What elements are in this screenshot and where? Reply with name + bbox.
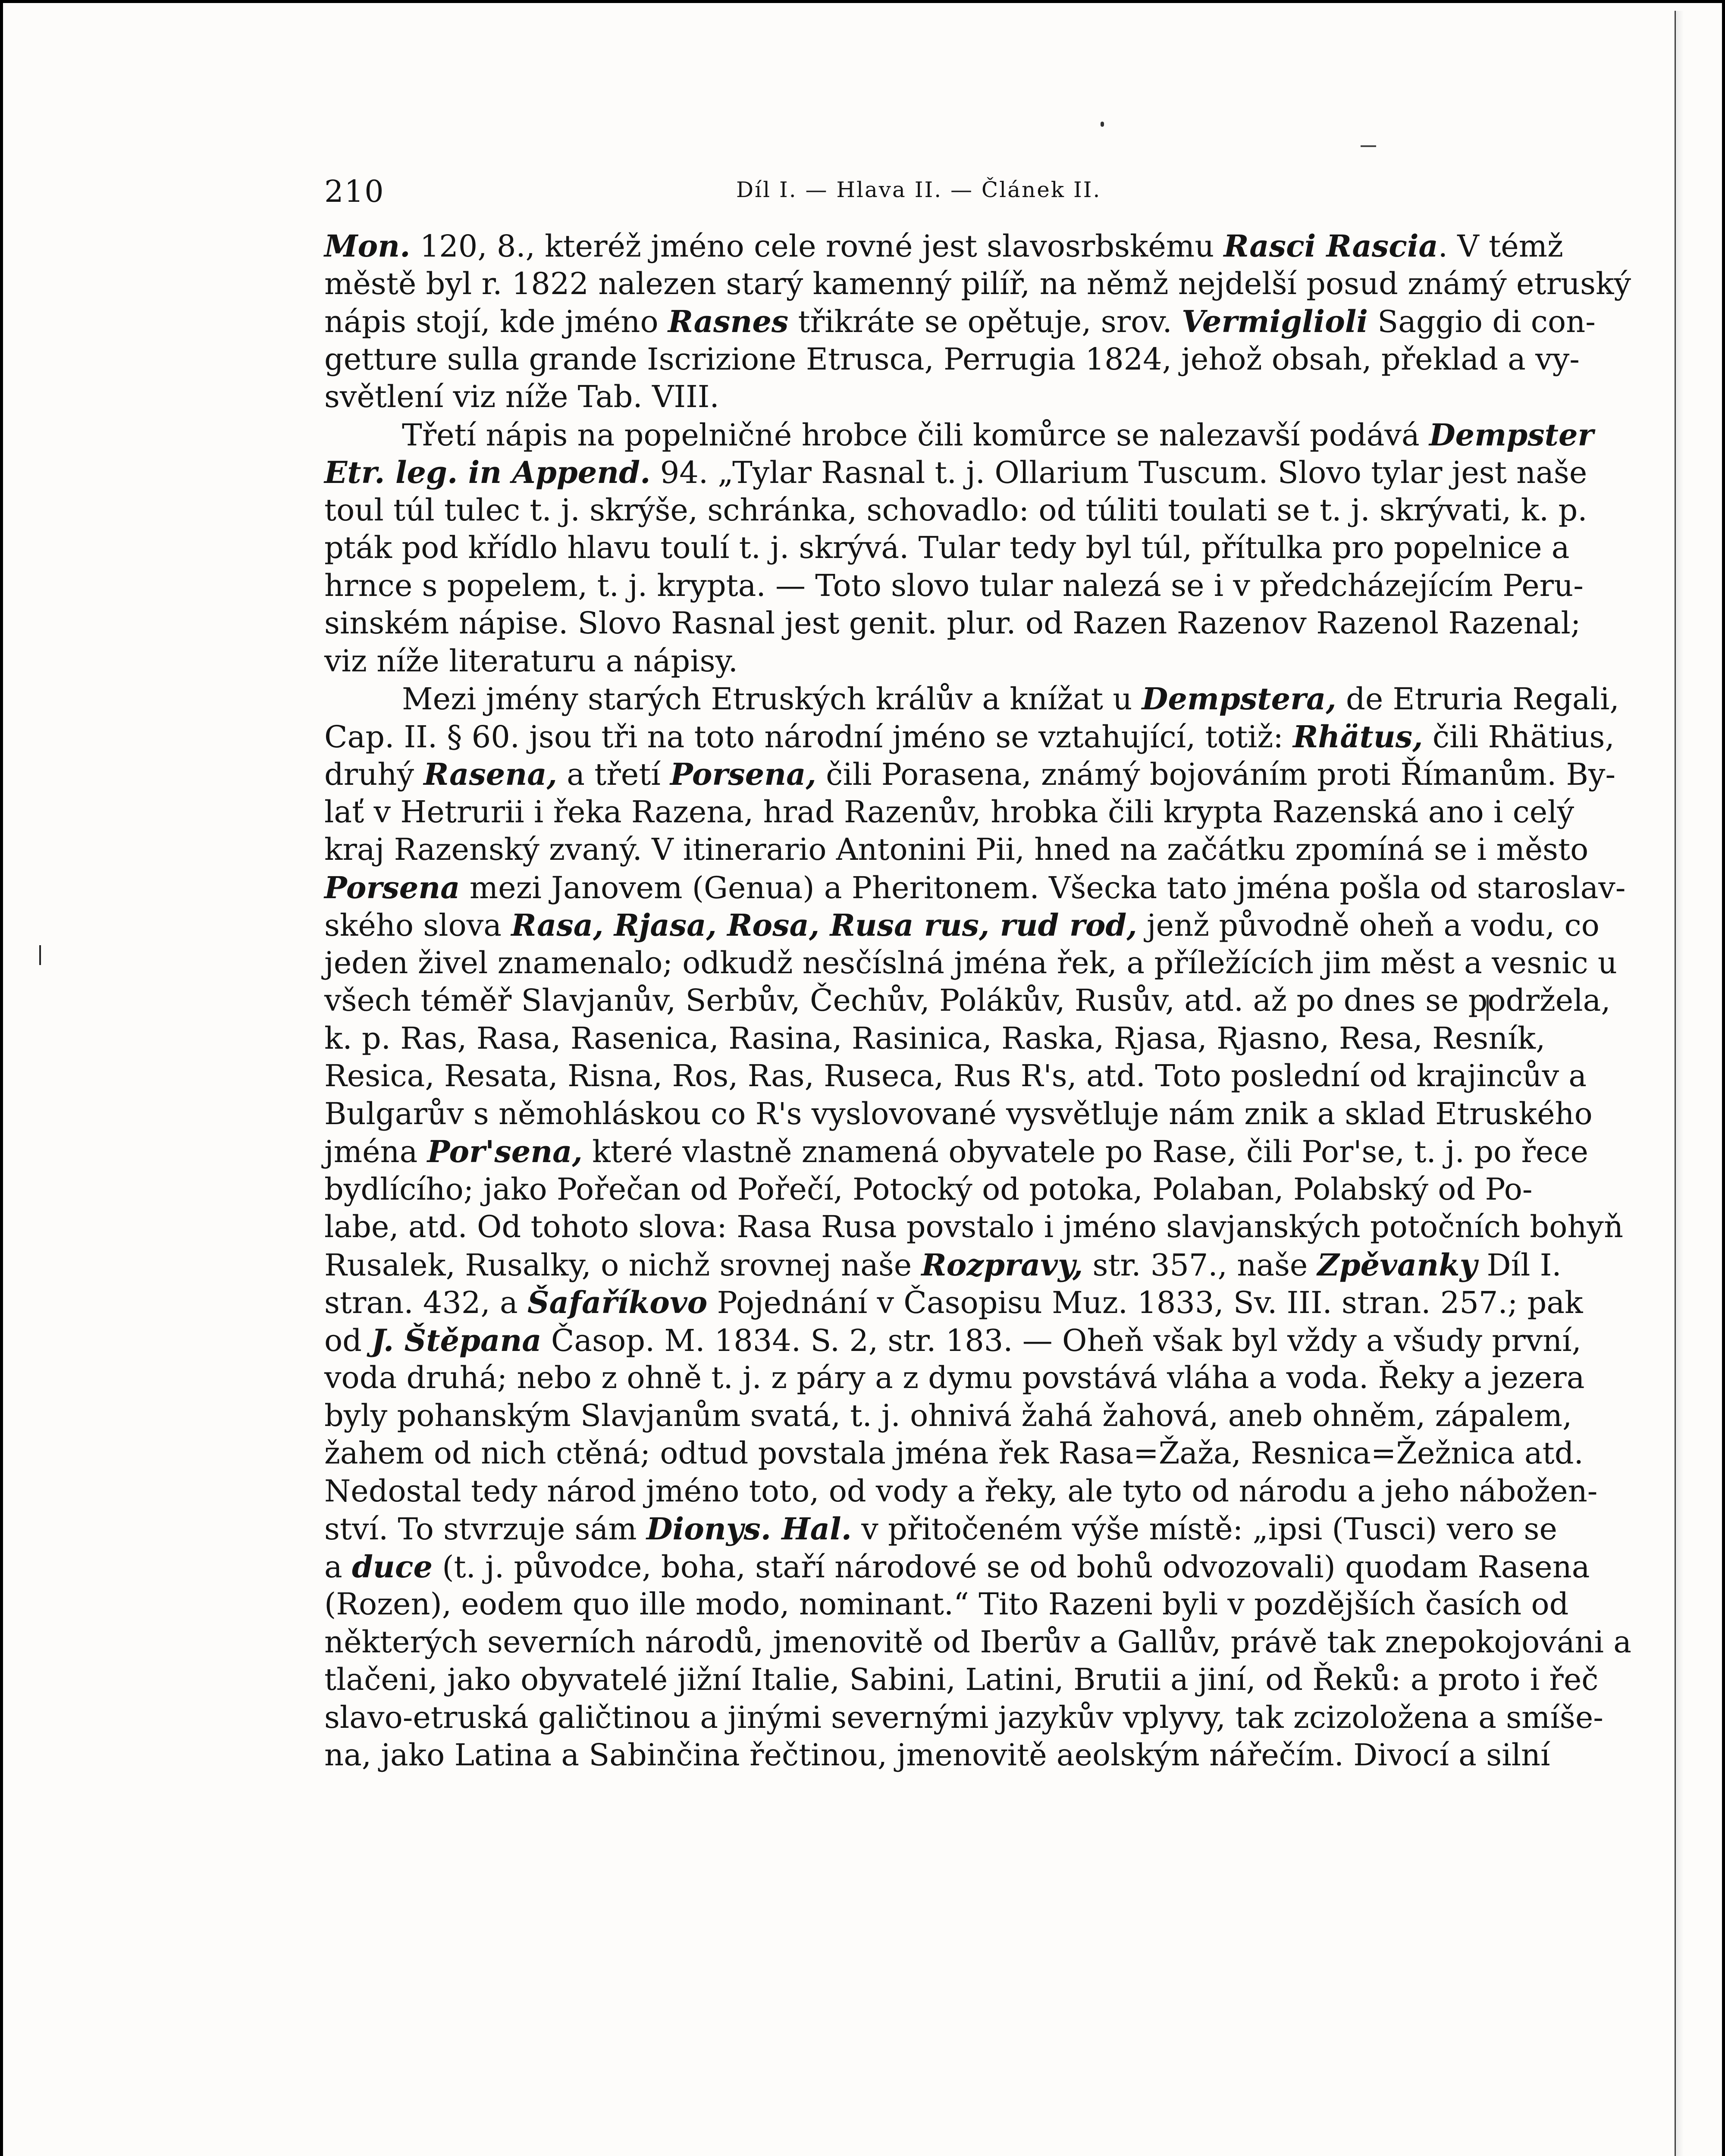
- text-line: [324, 1208, 1624, 1246]
- italic-term: Porsena: [324, 869, 460, 906]
- text-line: [324, 869, 1626, 907]
- text-line: [324, 341, 1580, 379]
- margin-mark: [39, 945, 41, 965]
- text-line: [324, 529, 1570, 567]
- text-run: . V témž: [1438, 229, 1563, 264]
- text-run: světlení viz níže Tab. VIII.: [324, 379, 719, 414]
- text-run: na, jako Latina a Sabinčina řečtinou, jmenovitě aeolským nářečím. Divocí a silní: [324, 1737, 1550, 1773]
- text-run: jenž původně oheň a vodu, co: [1137, 908, 1600, 943]
- body-text: [324, 227, 1632, 1774]
- page-header: [324, 174, 1329, 213]
- text-run: třikráte se opětuje, srov.: [788, 304, 1182, 339]
- text-line: [324, 1435, 1584, 1473]
- text-run: nápis stojí, kde jméno: [324, 304, 668, 339]
- text-run: Saggio di con-: [1367, 304, 1596, 339]
- text-line: [324, 1548, 1590, 1586]
- text-line: [324, 567, 1584, 605]
- text-run: 120, 8., kteréž jméno cele rovné jest slavosrbskému: [410, 229, 1224, 264]
- text-run: toul túl tulec t. j. skrýše, schránka, schovadlo: od túliti toulati se t. j. skrývati, k. p.: [324, 492, 1587, 528]
- text-run: voda druhá; nebo z ohně t. j. z páry a z dymu povstává vláha a voda. Řeky a jezera: [324, 1360, 1585, 1395]
- text-line: [324, 1510, 1557, 1548]
- text-run: mezi Janovem (Genua) a Pheritonem. Všecka tato jména pošla od staroslav-: [460, 870, 1626, 906]
- text-line: [324, 416, 1594, 454]
- running-head: Díl I. — Hlava II. — Článek II.: [736, 177, 1101, 202]
- text-run: bydlícího; jako Pořečan od Pořečí, Potocký od potoka, Polaban, Polabský od Po-: [324, 1171, 1533, 1207]
- text-run: od: [324, 1322, 372, 1358]
- text-line: [324, 1736, 1550, 1774]
- ink-speck: [1361, 145, 1376, 147]
- italic-term: duce: [351, 1548, 433, 1585]
- text-line: [324, 454, 1587, 492]
- text-run: de Etruria Regali,: [1336, 681, 1619, 717]
- text-line: [324, 1171, 1533, 1209]
- text-run: a třetí: [557, 757, 670, 792]
- text-run: ského slova: [324, 908, 511, 943]
- text-line: [324, 680, 1619, 718]
- text-line: [324, 1020, 1546, 1058]
- italic-term: Etr. leg. in Append.: [324, 454, 651, 490]
- italic-term: Zpěvanky: [1317, 1247, 1477, 1283]
- text-run: Časop. M. 1834. S. 2, str. 183. — Oheň však byl vždy a všudy první,: [541, 1322, 1581, 1358]
- italic-term: Rasa, Rjasa, Rosa, Rusa rus, rud rod,: [511, 907, 1137, 943]
- text-run: všech téměř Slavjanův, Serbův, Čechův, Polákův, Rusův, atd. až po dnes se podržela,: [324, 983, 1611, 1018]
- text-line: [324, 755, 1616, 793]
- italic-term: Rhätus,: [1293, 718, 1423, 755]
- italic-term: Rozpravy,: [921, 1247, 1083, 1283]
- italic-term: Vermiglioli: [1182, 304, 1368, 339]
- text-line: [324, 793, 1574, 831]
- text-run: které vlastně znamená obyvatele po Rase, čili Por'se, t. j. po řece: [582, 1134, 1588, 1169]
- text-run: tlačeni, jako obyvatelé jižní Italie, Sabini, Latini, Brutii a jiní, od Řeků: a proto i řeč: [324, 1662, 1599, 1697]
- text-run: pták pod křídlo hlavu toulí t. j. skrývá. Tular tedy byl túl, přítulka pro popelnice a: [324, 530, 1570, 565]
- text-run: (t. j. původce, boha, staří národové se od bohů odvozovali) quodam Rasena: [432, 1549, 1590, 1585]
- italic-term: Mon.: [324, 228, 411, 264]
- text-run: kraj Razenský zvaný. V itinerario Antonini Pii, hned na začátku zpomíná se i město: [324, 832, 1589, 867]
- italic-term: Dempstera,: [1142, 681, 1336, 717]
- text-line: [324, 1095, 1593, 1133]
- page-edge-shadow: [1675, 11, 1684, 2156]
- text-run: k. p. Ras, Rasa, Rasenica, Rasina, Rasinica, Raska, Rjasa, Rjasno, Resa, Resník,: [324, 1020, 1546, 1056]
- text-run: Díl I.: [1477, 1247, 1562, 1283]
- text-run: hrnce s popelem, t. j. krypta. — Toto slovo tular nalezá se i v předcházejícím Peru-: [324, 567, 1584, 603]
- text-line: [324, 944, 1618, 982]
- text-run: 94. „Tylar Rasnal t. j. Ollarium Tuscum. Slovo tylar jest naše: [650, 455, 1587, 490]
- text-line: [324, 1473, 1598, 1510]
- text-line: [324, 1057, 1587, 1095]
- text-run: Bulgarův s němohláskou co R's vyslovované vysvětluje nám znik a sklad Etruského: [324, 1096, 1593, 1131]
- text-run: některých severních národů, jmenovitě od Iberův a Gallův, právě tak znepokojováni a: [324, 1624, 1632, 1660]
- italic-term: Šafaříkovo: [527, 1285, 708, 1320]
- text-line: [324, 718, 1615, 756]
- text-run: Cap. II. § 60. jsou tři na toto národní jméno se vztahující, totiž:: [324, 719, 1293, 755]
- text-line: [324, 642, 1515, 680]
- text-line: [324, 1359, 1585, 1397]
- italic-term: Dionys. Hal.: [646, 1511, 852, 1547]
- text-run: čili Porasena, známý bojováním proti Římanům. By-: [816, 757, 1616, 792]
- text-run: Mezi jmény starých Etruských králův a knížat u: [402, 681, 1142, 717]
- text-line: [324, 378, 1515, 416]
- text-run: stran. 432, a: [324, 1285, 527, 1320]
- text-run: Třetí nápis na popelničné hrobce čili komůrce se nalezavší podává: [402, 417, 1429, 453]
- text-line: [324, 1246, 1562, 1284]
- text-run: getture sulla grande Iscrizione Etrusca, Perrugia 1824, jehož obsah, překlad a vy-: [324, 341, 1580, 377]
- text-run: Rusalek, Rusalky, o nichž srovnej naše: [324, 1247, 922, 1283]
- text-line: [324, 605, 1581, 642]
- text-run: městě byl r. 1822 nalezen starý kamenný pilíř, na němž nejdelší posud známý etruský: [324, 266, 1631, 301]
- text-run: sinském nápise. Slovo Rasnal jest genit. plur. od Razen Razenov Razenol Razenal;: [324, 605, 1581, 641]
- text-line: [324, 1133, 1588, 1171]
- text-line: [324, 1699, 1603, 1737]
- text-run: byly pohanským Slavjanům svatá, t. j. ohnivá žahá žahová, aneb ohněm, zápalem,: [324, 1398, 1572, 1433]
- text-run: lať v Hetrurii i řeka Razena, hrad Razenův, hrobka čili krypta Razenská ano i celý: [324, 794, 1574, 830]
- text-run: labe, atd. Od tohoto slova: Rasa Rusa povstalo i jméno slavjanských potočních bohyň: [324, 1209, 1624, 1244]
- italic-term: Dempster: [1429, 417, 1594, 453]
- text-line: [324, 1284, 1583, 1322]
- ink-speck: [1101, 122, 1104, 127]
- italic-term: Rasci Rascia: [1223, 228, 1438, 264]
- text-run: jména: [324, 1134, 427, 1169]
- text-line: [324, 1397, 1572, 1435]
- text-line: [324, 1661, 1599, 1699]
- text-run: jeden živel znamenalo; odkudž nesčíslná jména řek, a příležících jim měst a vesnic u: [324, 945, 1618, 981]
- text-run: čili Rhätius,: [1423, 719, 1615, 755]
- italic-term: Rasena,: [423, 756, 557, 792]
- text-run: a: [324, 1549, 352, 1585]
- text-line: [324, 303, 1596, 341]
- text-line: [324, 1623, 1632, 1661]
- text-line: [324, 265, 1631, 303]
- text-run: slavo-etruská galičtinou a jinými severnými jazykův vplyvy, tak zcizoložena a smíše-: [324, 1699, 1603, 1735]
- page-number: 210: [324, 174, 385, 209]
- text-line: [324, 492, 1587, 530]
- text-line: [324, 831, 1589, 869]
- text-line: [324, 1586, 1569, 1623]
- text-line: [324, 982, 1611, 1020]
- text-line: [324, 906, 1600, 944]
- italic-term: J. Štěpana: [371, 1322, 542, 1358]
- italic-term: Rasnes: [668, 304, 789, 339]
- text-line: [324, 1322, 1581, 1360]
- text-run: žahem od nich ctěná; odtud povstala jména řek Rasa=Žaža, Resnica=Žežnica atd.: [324, 1435, 1584, 1471]
- text-run: Resica, Resata, Risna, Ros, Ras, Ruseca, Rus R's, atd. Toto poslední od krajincův a: [324, 1058, 1587, 1094]
- text-run: v přitočeném výše místě: „ipsi (Tusci) vero se: [852, 1511, 1557, 1547]
- text-run: (Rozen), eodem quo ille modo, nominant.“ Tito Razeni byli v pozdějších časích od: [324, 1586, 1569, 1622]
- text-run: Pojednání v Časopisu Muz. 1833, Sv. III. stran. 257.; pak: [707, 1285, 1583, 1320]
- italic-term: Porsena,: [670, 756, 816, 792]
- text-line: [324, 227, 1563, 265]
- text-run: druhý: [324, 757, 424, 792]
- text-run: viz níže literaturu a nápisy.: [324, 643, 738, 679]
- text-run: Nedostal tedy národ jméno toto, od vody a řeky, ale tyto od národu a jeho nábožen-: [324, 1473, 1598, 1509]
- text-run: ství. To stvrzuje sám: [324, 1511, 646, 1547]
- text-run: str. 357., naše: [1083, 1247, 1317, 1283]
- italic-term: Por'sena,: [427, 1134, 583, 1169]
